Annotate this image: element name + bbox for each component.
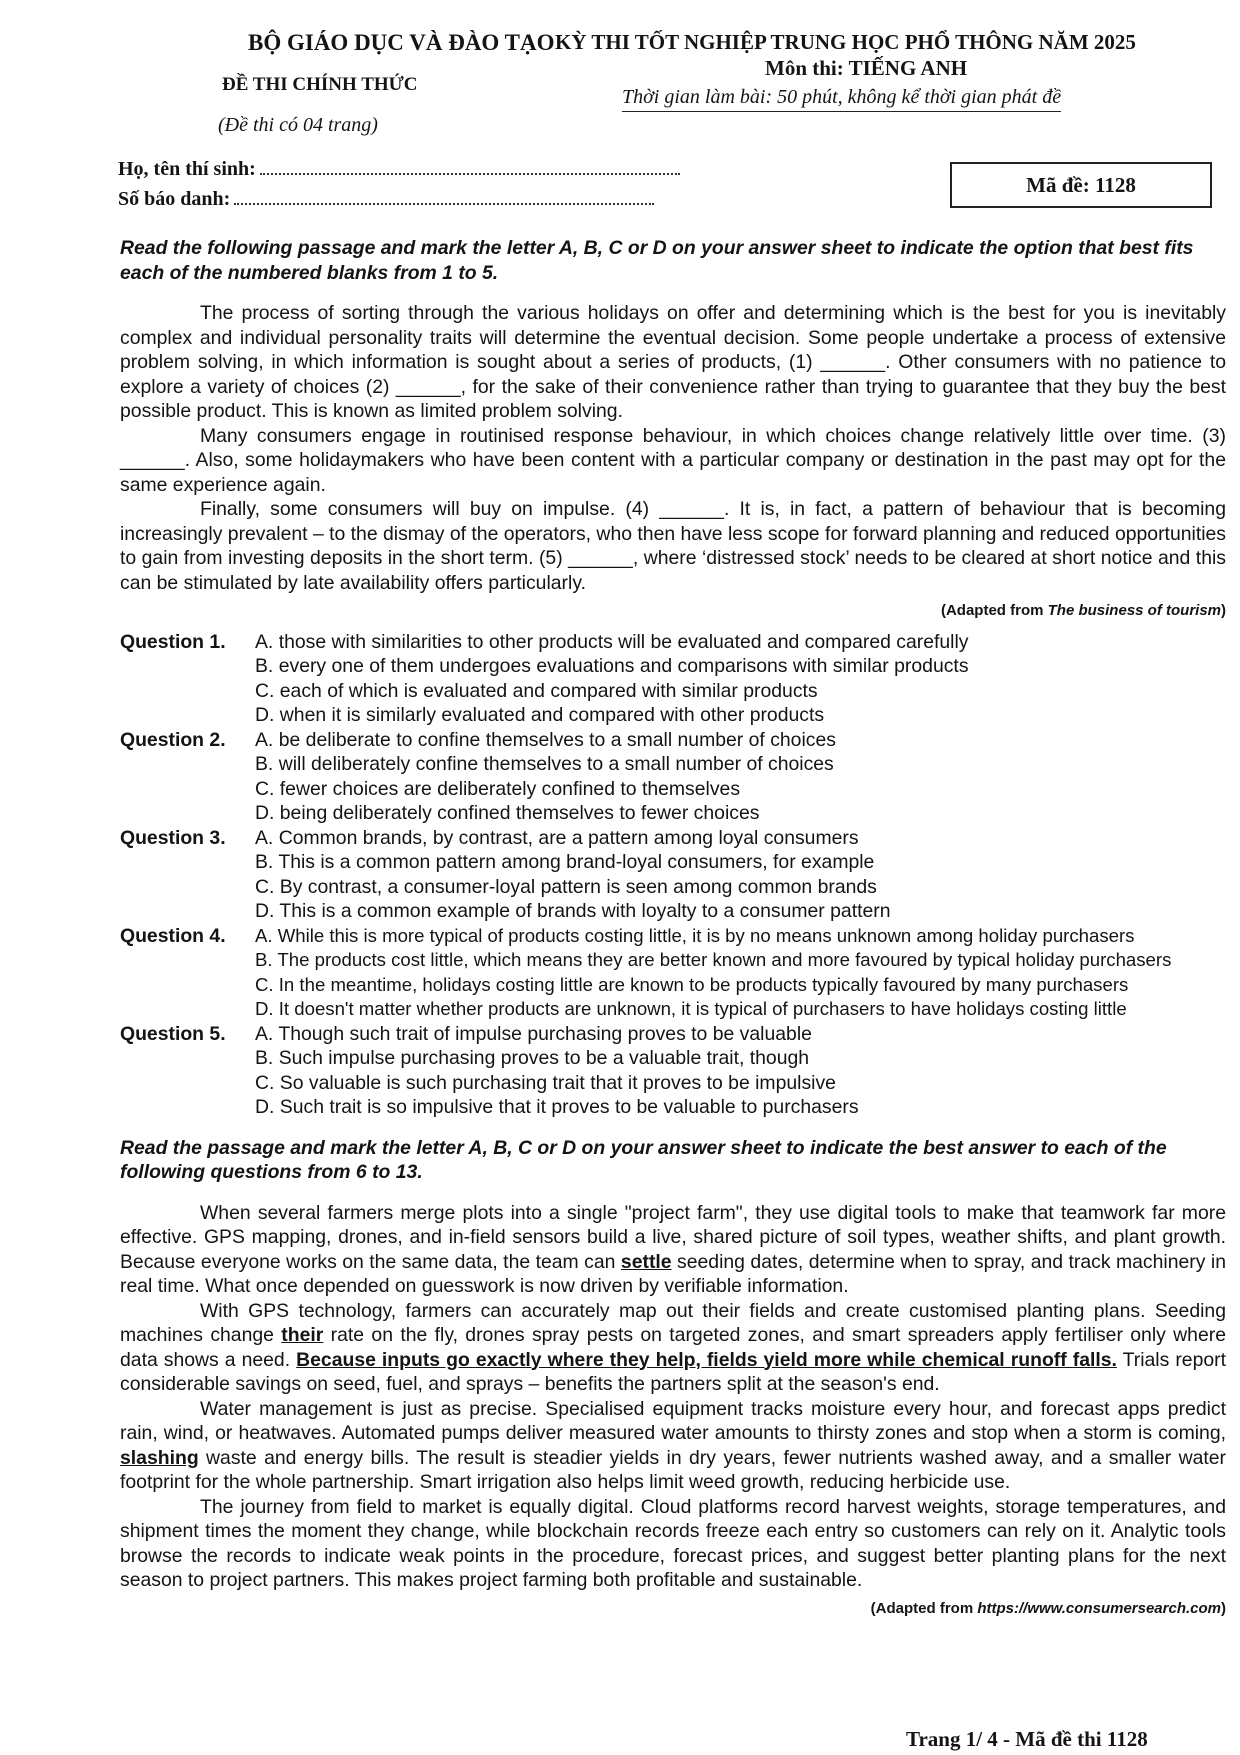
option-a[interactable]: A. Though such trait of impulse purchasing proves to be valuable xyxy=(255,1022,812,1045)
question-list xyxy=(120,630,1226,1120)
exam-title: KỲ THI TỐT NGHIỆP TRUNG HỌC PHỔ THÔNG NĂM 2025 xyxy=(555,30,1136,54)
option-b[interactable]: B. Such impulse purchasing proves to be a valuable trait, though xyxy=(255,1047,810,1069)
question-label: Question 3. xyxy=(120,826,226,849)
question-4 xyxy=(120,924,1226,1022)
underlined-sentence: Because inputs go exactly where they help, fields yield more while chemical runoff falls. xyxy=(296,1348,1117,1371)
official-exam-label: ĐỀ THI CHÍNH THỨC xyxy=(222,74,418,95)
question-label: Question 2. xyxy=(120,728,226,751)
option-b[interactable]: B. The products cost little, which means they are better known and more favoured by typical holiday purchasers xyxy=(255,949,1172,970)
option-a[interactable]: A. Common brands, by contrast, are a pattern among loyal consumers xyxy=(255,826,859,849)
passage2-paragraph-2: With GPS technology, farmers can accurately map out their fields and create customised planting plans. Seeding machines change their rate on the fly, drones spray pests on targeted zones, and smart spreaders apply fertiliser only where data shows a need. Because inputs go exactly where they help, fields yield more while chemical runoff falls. Trials report considerable savings on seed, fuel, and sprays – benefits the partners split at the season's end. xyxy=(120,1299,1226,1395)
exam-code-box xyxy=(950,162,1212,208)
underlined-word-their: their xyxy=(281,1324,324,1346)
question-label: Question 5. xyxy=(120,1022,226,1045)
exam-code: Mã đề: 1128 xyxy=(1026,172,1136,197)
source-title: The business of tourism xyxy=(1047,602,1221,619)
underlined-word-settle: settle xyxy=(620,1250,672,1273)
exam-time-note: Thời gian làm bài: 50 phút, không kể thời gian phát đề xyxy=(622,86,1061,112)
passage1-source: (Adapted from The business of tourism) xyxy=(940,602,1226,619)
option-a[interactable]: A. those with similarities to other products will be evaluated and compared carefully xyxy=(255,630,969,653)
question-label: Question 4. xyxy=(120,924,226,947)
exam-header xyxy=(0,22,1240,212)
passage2-paragraph-1: When several farmers merge plots into a single "project farm", they use digital tools to make that teamwork far more effective. GPS mapping, drones, and in-field sensors build a live, shared picture of soil types, weather shifts, and plant growth. Because everyone works on the same data, the team can settle seeding dates, determine when to spray, and track machinery in real time. What once depended on guesswork is now driven by verifiable information. xyxy=(120,1201,1227,1297)
passage1-paragraph-1: The process of sorting through the various holidays on offer and determining which is the best for you is inevitably complex and individual personality traits will determine the eventual decision. Some people undertake a process of extensive problem solving, in which information is sought about a series of products, (1) ______. Other consumers with no patience to explore a variety of choices (2) ______, for the sake of their convenience rather than trying to guarantee that they buy the best possible product. This is known as limited problem solving. xyxy=(120,302,1226,422)
question-2 xyxy=(120,728,1226,826)
section2-instruction: Read the passage and mark the letter A, B, C or D on your answer sheet to indicate the best answer to each of the following questions from 6 to 13. xyxy=(120,1136,1167,1183)
option-c[interactable]: C. fewer choices are deliberately confined to themselves xyxy=(255,777,741,800)
option-c[interactable]: C. By contrast, a consumer-loyal pattern is seen among common brands xyxy=(255,875,877,898)
option-b[interactable]: B. This is a common pattern among brand-loyal consumers, for example xyxy=(255,851,875,873)
ministry-name: BỘ GIÁO DỤC VÀ ĐÀO TẠO xyxy=(248,30,555,55)
page-count-note: (Đề thi có 04 trang) xyxy=(218,114,378,136)
candidate-name-row xyxy=(118,154,680,184)
passage2-source: (Adapted from https://www.consumersearch.com) xyxy=(870,1599,1226,1617)
option-a[interactable]: A. While this is more typical of products costing little, it is by no means unknown among holiday purchasers xyxy=(255,924,1135,946)
question-5 xyxy=(120,1022,1226,1120)
passage2-paragraph-3: Water management is just as precise. Specialised equipment tracks moisture every hour, and forecast apps predict rain, wind, or heatwaves. Automated pumps deliver measured water amounts to thirsty zones and stop when a storm is coming, slashing waste and energy bills. The result is steadier yields in dry years, fewer nutrients washed away, and a smaller water footprint for the whole partnership. Smart irrigation also helps limit weed growth, reducing herbicide use. xyxy=(120,1397,1226,1493)
option-b[interactable]: B. will deliberately confine themselves to a small number of choices xyxy=(255,753,834,775)
question-1 xyxy=(120,630,1226,728)
candidate-info xyxy=(118,154,680,214)
option-c[interactable]: C. In the meantime, holidays costing little are known to be products typically favoured by many purchasers xyxy=(255,973,1129,995)
candidate-id-row xyxy=(118,184,680,214)
candidate-name-field[interactable] xyxy=(260,159,680,175)
source-url: https://www.consumersearch.com xyxy=(977,1599,1221,1617)
page-footer: Trang 1/ 4 - Mã đề thi 1128 xyxy=(906,1727,1148,1751)
section1-instruction: Read the following passage and mark the letter A, B, C or D on your answer sheet to indicate the option that best fits each of the numbered blanks from 1 to 5. xyxy=(120,237,1194,284)
option-d[interactable]: D. It doesn't matter whether products are unknown, it is typical of purchasers to have holidays costing little xyxy=(255,998,1127,1019)
exam-content xyxy=(120,236,1226,1627)
passage1-paragraph-3: Finally, some consumers will buy on impulse. (4) ______. It is, in fact, a pattern of behaviour that is becoming increasingly prevalent – to the dismay of the operators, who then have less scope for forward planning and reduced opportunities to gain from investing deposits in the short term. (5) ______, where ‘distressed stock’ needs to be cleared at short notice and this can be stimulated by late availability offers particularly. xyxy=(120,498,1226,594)
option-c[interactable]: C. So valuable is such purchasing trait that it proves to be impulsive xyxy=(255,1071,836,1094)
option-b[interactable]: B. every one of them undergoes evaluations and comparisons with similar products xyxy=(255,655,969,677)
exam-subject: Môn thi: TIẾNG ANH xyxy=(765,56,968,80)
passage2-paragraph-4: The journey from field to market is equally digital. Cloud platforms record harvest weights, storage temperatures, and shipment times the moment they change, while blockchain records freeze each entry so customers can rely on it. Analytic tools browse the records to indicate weak points in the procedure, forecast prices, and suggest better planting plans for the next season to project partners. This makes project farming both profitable and sustainable. xyxy=(120,1495,1226,1591)
candidate-name-label: Họ, tên thí sinh: xyxy=(118,158,256,180)
passage1-paragraph-2: Many consumers engage in routinised response behaviour, in which choices change relatively little over time. (3) ______. Also, some holidaymakers who have been content with a particular company or destination in the past may opt for the same experience again. xyxy=(120,424,1226,496)
question-label: Question 1. xyxy=(120,630,226,653)
option-c[interactable]: C. each of which is evaluated and compared with similar products xyxy=(255,679,818,702)
question-3 xyxy=(120,826,1226,924)
underlined-word-slashing: slashing xyxy=(120,1446,199,1469)
option-d[interactable]: D. when it is similarly evaluated and compared with other products xyxy=(255,704,825,726)
candidate-id-field[interactable] xyxy=(234,189,654,205)
option-d[interactable]: D. being deliberately confined themselves to fewer choices xyxy=(255,802,760,824)
option-a[interactable]: A. be deliberate to confine themselves to a small number of choices xyxy=(255,728,836,751)
candidate-id-label: Số báo danh: xyxy=(118,188,231,210)
option-d[interactable]: D. This is a common example of brands with loyalty to a consumer pattern xyxy=(255,900,891,922)
option-d[interactable]: D. Such trait is so impulsive that it proves to be valuable to purchasers xyxy=(255,1096,859,1118)
